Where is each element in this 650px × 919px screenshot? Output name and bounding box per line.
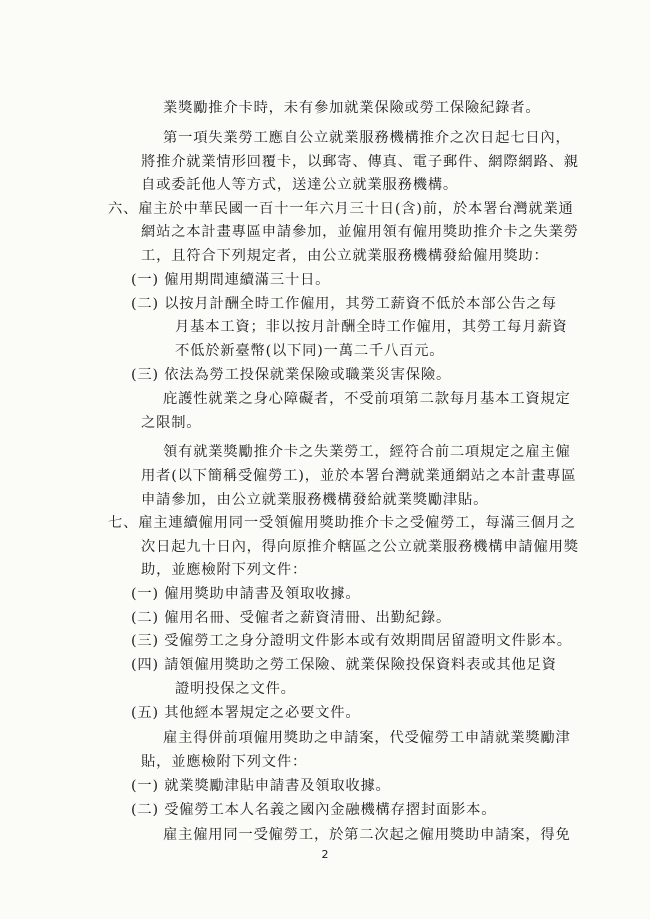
page-number: 2 — [321, 848, 329, 861]
text-line: (一) 就業獎勵津貼申請書及領取收據。 — [131, 778, 391, 794]
text-line: 雇主得併前項僱用獎助之申請案，代受僱勞工申請就業獎勵津 — [163, 730, 571, 746]
text-line: 之限制。 — [141, 415, 202, 431]
text-line: (二) 僱用名冊、受僱者之薪資清冊、出勤紀錄。 — [131, 610, 452, 626]
text-line: (三) 依法為勞工投保就業保險或職業災害保險。 — [131, 367, 452, 383]
text-line: (四) 請領僱用獎助之勞工保險、就業保險投保資料表或其他足資 — [131, 657, 557, 673]
text-line: 自或委託他人等方式，送達公立就業服務機構。 — [141, 177, 459, 193]
text-line: 六、雇主於中華民國一百十一年六月三十日(含)前，於本署台灣就業通 — [108, 201, 574, 217]
text-line: 七、雇主連續僱用同一受領僱用獎助推介卡之受僱勞工，每滿三個月之 — [108, 515, 576, 531]
text-line: 證明投保之文件。 — [175, 681, 296, 697]
text-line: 次日起九十日內，得向原推介轄區之公立就業服務機構申請僱用獎 — [141, 539, 579, 555]
text-line: 領有就業獎勵推介卡之失業勞工，經符合前二項規定之雇主僱 — [163, 444, 571, 460]
text-line: 用者(以下簡稱受僱勞工)，並於本署台灣就業通網站之本計畫專區 — [141, 468, 577, 484]
text-line: (一) 僱用獎助申請書及領取收據。 — [131, 586, 361, 602]
text-line: (二) 受僱勞工本人名義之國內金融機構存摺封面影本。 — [131, 802, 497, 818]
text-line: 貼，並應檢附下列文件： — [141, 754, 308, 770]
text-line: 助，並應檢附下列文件： — [141, 562, 308, 578]
text-line: 不低於新臺幣(以下同)一萬二千八百元。 — [175, 343, 445, 359]
text-line: 申請參加，由公立就業服務機構發給就業獎勵津貼。 — [141, 492, 489, 508]
text-line: 業獎勵推介卡時，未有參加就業保險或勞工保險紀錄者。 — [163, 100, 541, 116]
text-line: (一) 僱用期間連續滿三十日。 — [131, 272, 331, 288]
text-line: 將推介就業情形回覆卡，以郵寄、傳真、電子郵件、網際網路、親 — [141, 154, 579, 170]
text-line: 工，且符合下列規定者，由公立就業服務機構發給僱用獎助： — [141, 248, 549, 264]
text-line: 庇護性就業之身心障礙者，不受前項第二款每月基本工資規定 — [163, 391, 571, 407]
text-line: 第一項失業勞工應自公立就業服務機構推介之次日起七日內， — [163, 130, 571, 146]
text-line: (三) 受僱勞工之身分證明文件影本或有效期間居留證明文件影本。 — [131, 633, 572, 649]
text-line: (五) 其他經本署規定之必要文件。 — [131, 705, 361, 721]
text-line: 月基本工資；非以按月計酬全時工作僱用，其勞工每月薪資 — [175, 319, 568, 335]
text-line: 雇主僱用同一受僱勞工，於第二次起之僱用獎助申請案，得免 — [163, 827, 571, 843]
text-line: (二) 以按月計酬全時工作僱用，其勞工薪資不低於本部公告之每 — [131, 296, 557, 312]
text-line: 網站之本計畫專區申請參加，並僱用領有僱用獎助推介卡之失業勞 — [141, 224, 579, 240]
